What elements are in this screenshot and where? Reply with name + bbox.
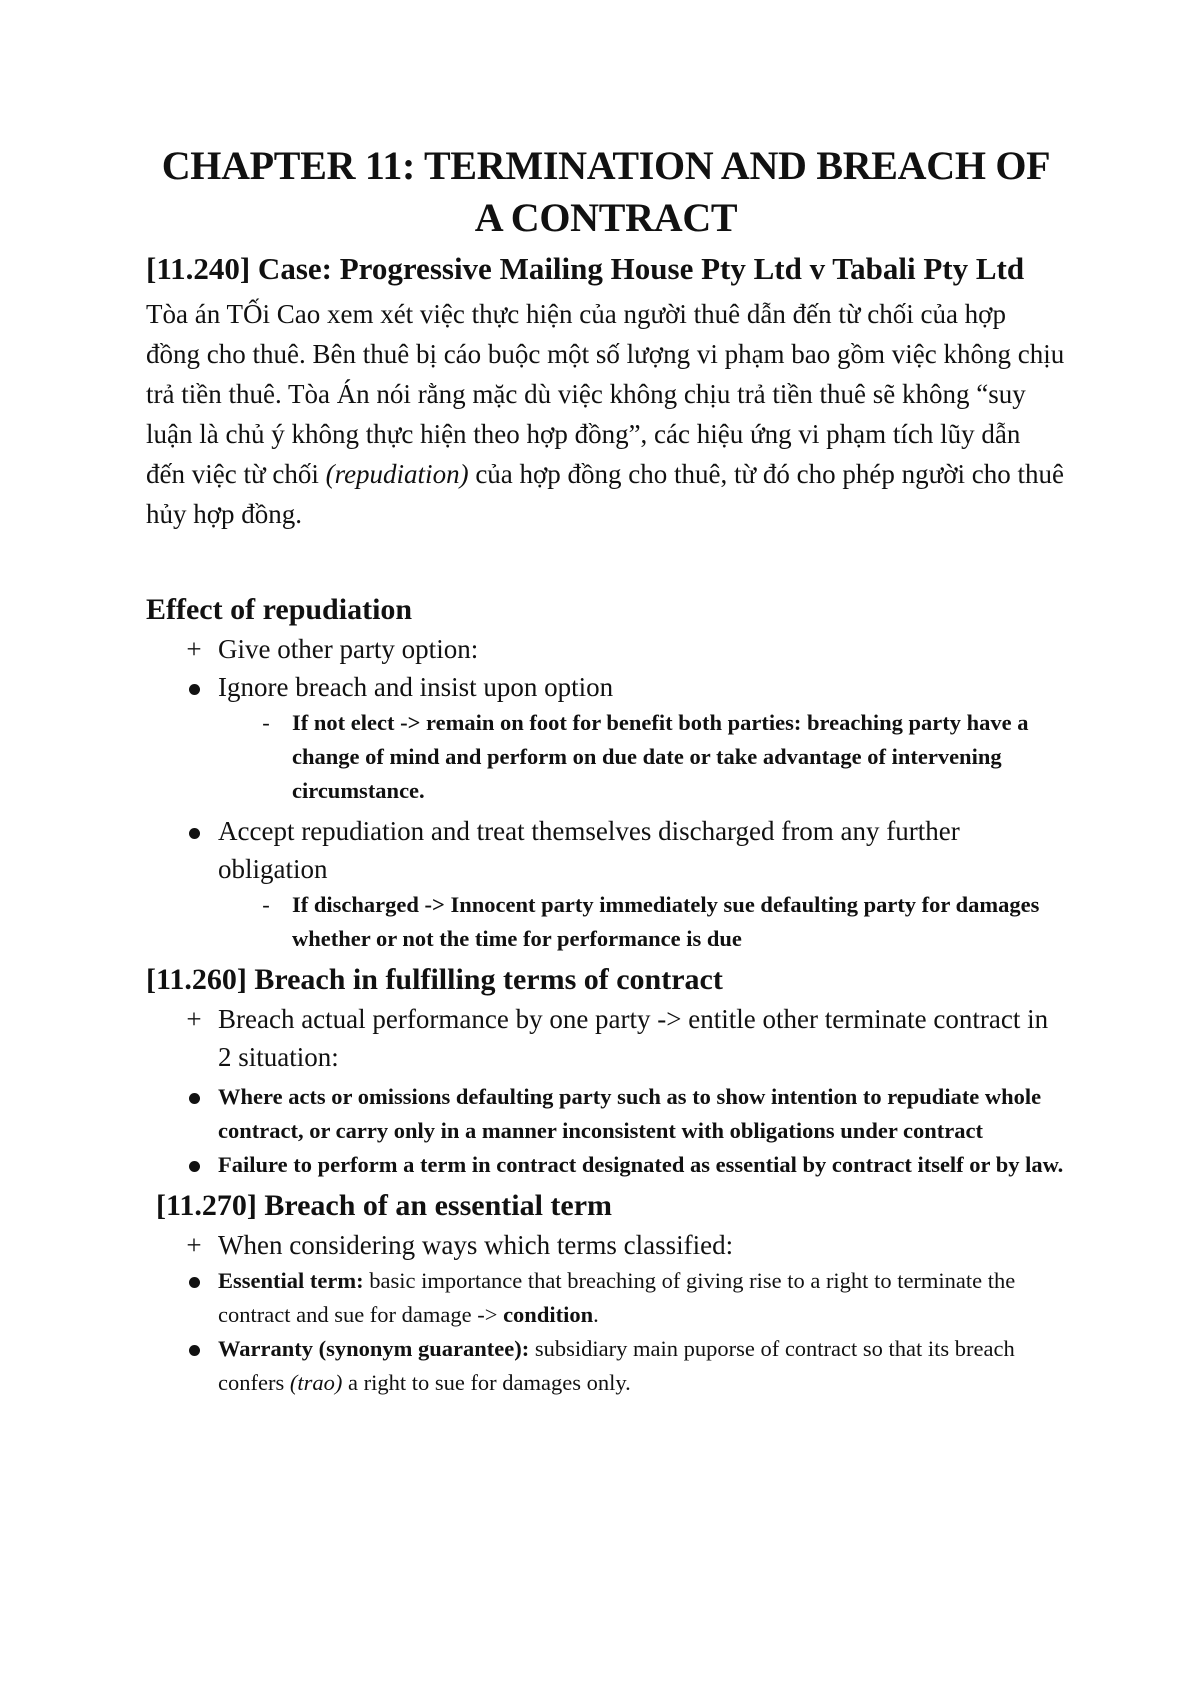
bullet-icon [182, 668, 206, 706]
list-item [146, 1332, 1066, 1400]
list-item [146, 1000, 1066, 1076]
plus-icon: + [186, 1004, 202, 1034]
essential-term-text: basic importance that breaching of giving rise to a right to terminate the contract and sue for damage -> [218, 1268, 1016, 1327]
warranty-text: subsidiary main puporse of contract so that its breach confers [218, 1336, 1015, 1395]
effect-heading: Effect of repudiation [146, 593, 413, 626]
breach-fulfilling-list [146, 1000, 1066, 1182]
list-item [146, 630, 1066, 668]
essential-term-end: . [593, 1302, 599, 1327]
essential-term-label: Essential term: [218, 1268, 364, 1293]
chapter-title: CHAPTER 11: TERMINATION AND BREACH OF A CONTRACT [161, 143, 1051, 240]
list-item-text: When considering ways which terms classified: [218, 1230, 734, 1260]
bullet-icon [182, 812, 206, 850]
list-item [146, 1264, 1066, 1332]
list-item [146, 812, 1066, 888]
essential-term-heading: [11.270] Breach of an essential term [156, 1189, 613, 1222]
list-item-text: If discharged -> Innocent party immediately sue defaulting party for damages whether or not the time for performance is due [292, 892, 1040, 951]
list-item-text: If not elect -> remain on foot for benefit both parties: breaching party have a change of mind and perform on due date or take advantage of intervening circumstance. [292, 710, 1029, 803]
bullet-icon [182, 1332, 206, 1366]
list-item-text: Where acts or omissions defaulting party such as to show intention to repudiate whole contract, or carry only in a manner inconsistent with obligations under contract [218, 1084, 1042, 1143]
list-item [146, 706, 1066, 808]
list-item [146, 888, 1066, 956]
list-item-text: Ignore breach and insist upon option [218, 672, 614, 702]
plus-icon: + [186, 634, 202, 664]
case-paragraph-part-1: Tòa án TỐi Cao xem xét việc thực hiện của người thuê dẫn đến từ chối của hợp đồng cho thuê. Bên thuê bị cáo buộc một số lượng vi phạm bao gồm việc không chịu trả tiền thuê. Tòa Án nói rằng mặc dù việc không chịu trả tiền thuê sẽ không “suy luận là chủ ý không thực hiện theo hợp đồng”, các hiệu ứng vi phạm tích lũy dẫn đến việc từ chối [146, 299, 1065, 489]
breach-fulfilling-heading: [11.260] Breach in fulfilling terms of contract [146, 963, 723, 996]
list-item-text: Give other party option: [218, 634, 479, 664]
dash-icon: - [262, 892, 270, 917]
case-paragraph-part-2: của hợp đồng cho thuê, từ đó cho phép người cho thuê hủy hợp đồng. [146, 459, 1065, 529]
list-item-text: Breach actual performance by one party -> entitle other terminate contract in 2 situation: [218, 1004, 1049, 1072]
warranty-italic: (trao) [289, 1370, 343, 1395]
warranty-label: Warranty (synonym guarantee): [218, 1336, 530, 1361]
bullet-icon [182, 1080, 206, 1114]
document-page [146, 140, 1066, 1400]
bullet-icon [182, 1148, 206, 1182]
warranty-end: a right to sue for damages only. [342, 1370, 631, 1395]
list-item [146, 1226, 1066, 1264]
case-paragraph [146, 294, 1066, 534]
plus-icon: + [186, 1230, 202, 1260]
essential-term-list [146, 1226, 1066, 1400]
bullet-icon [182, 1264, 206, 1298]
list-item [146, 1148, 1066, 1182]
effect-list [146, 630, 1066, 956]
list-item [146, 668, 1066, 706]
case-heading: [11.240] Case: Progressive Mailing House Pty Ltd v Tabali Pty Ltd [146, 251, 1025, 286]
list-item [146, 1080, 1066, 1148]
dash-icon: - [262, 710, 270, 735]
condition-label: condition [503, 1302, 594, 1327]
case-paragraph-italic: (repudiation) [325, 459, 469, 489]
list-item-text: Accept repudiation and treat themselves discharged from any further obligation [218, 816, 960, 884]
list-item-text: Failure to perform a term in contract designated as essential by contract itself or by law. [218, 1152, 1064, 1177]
